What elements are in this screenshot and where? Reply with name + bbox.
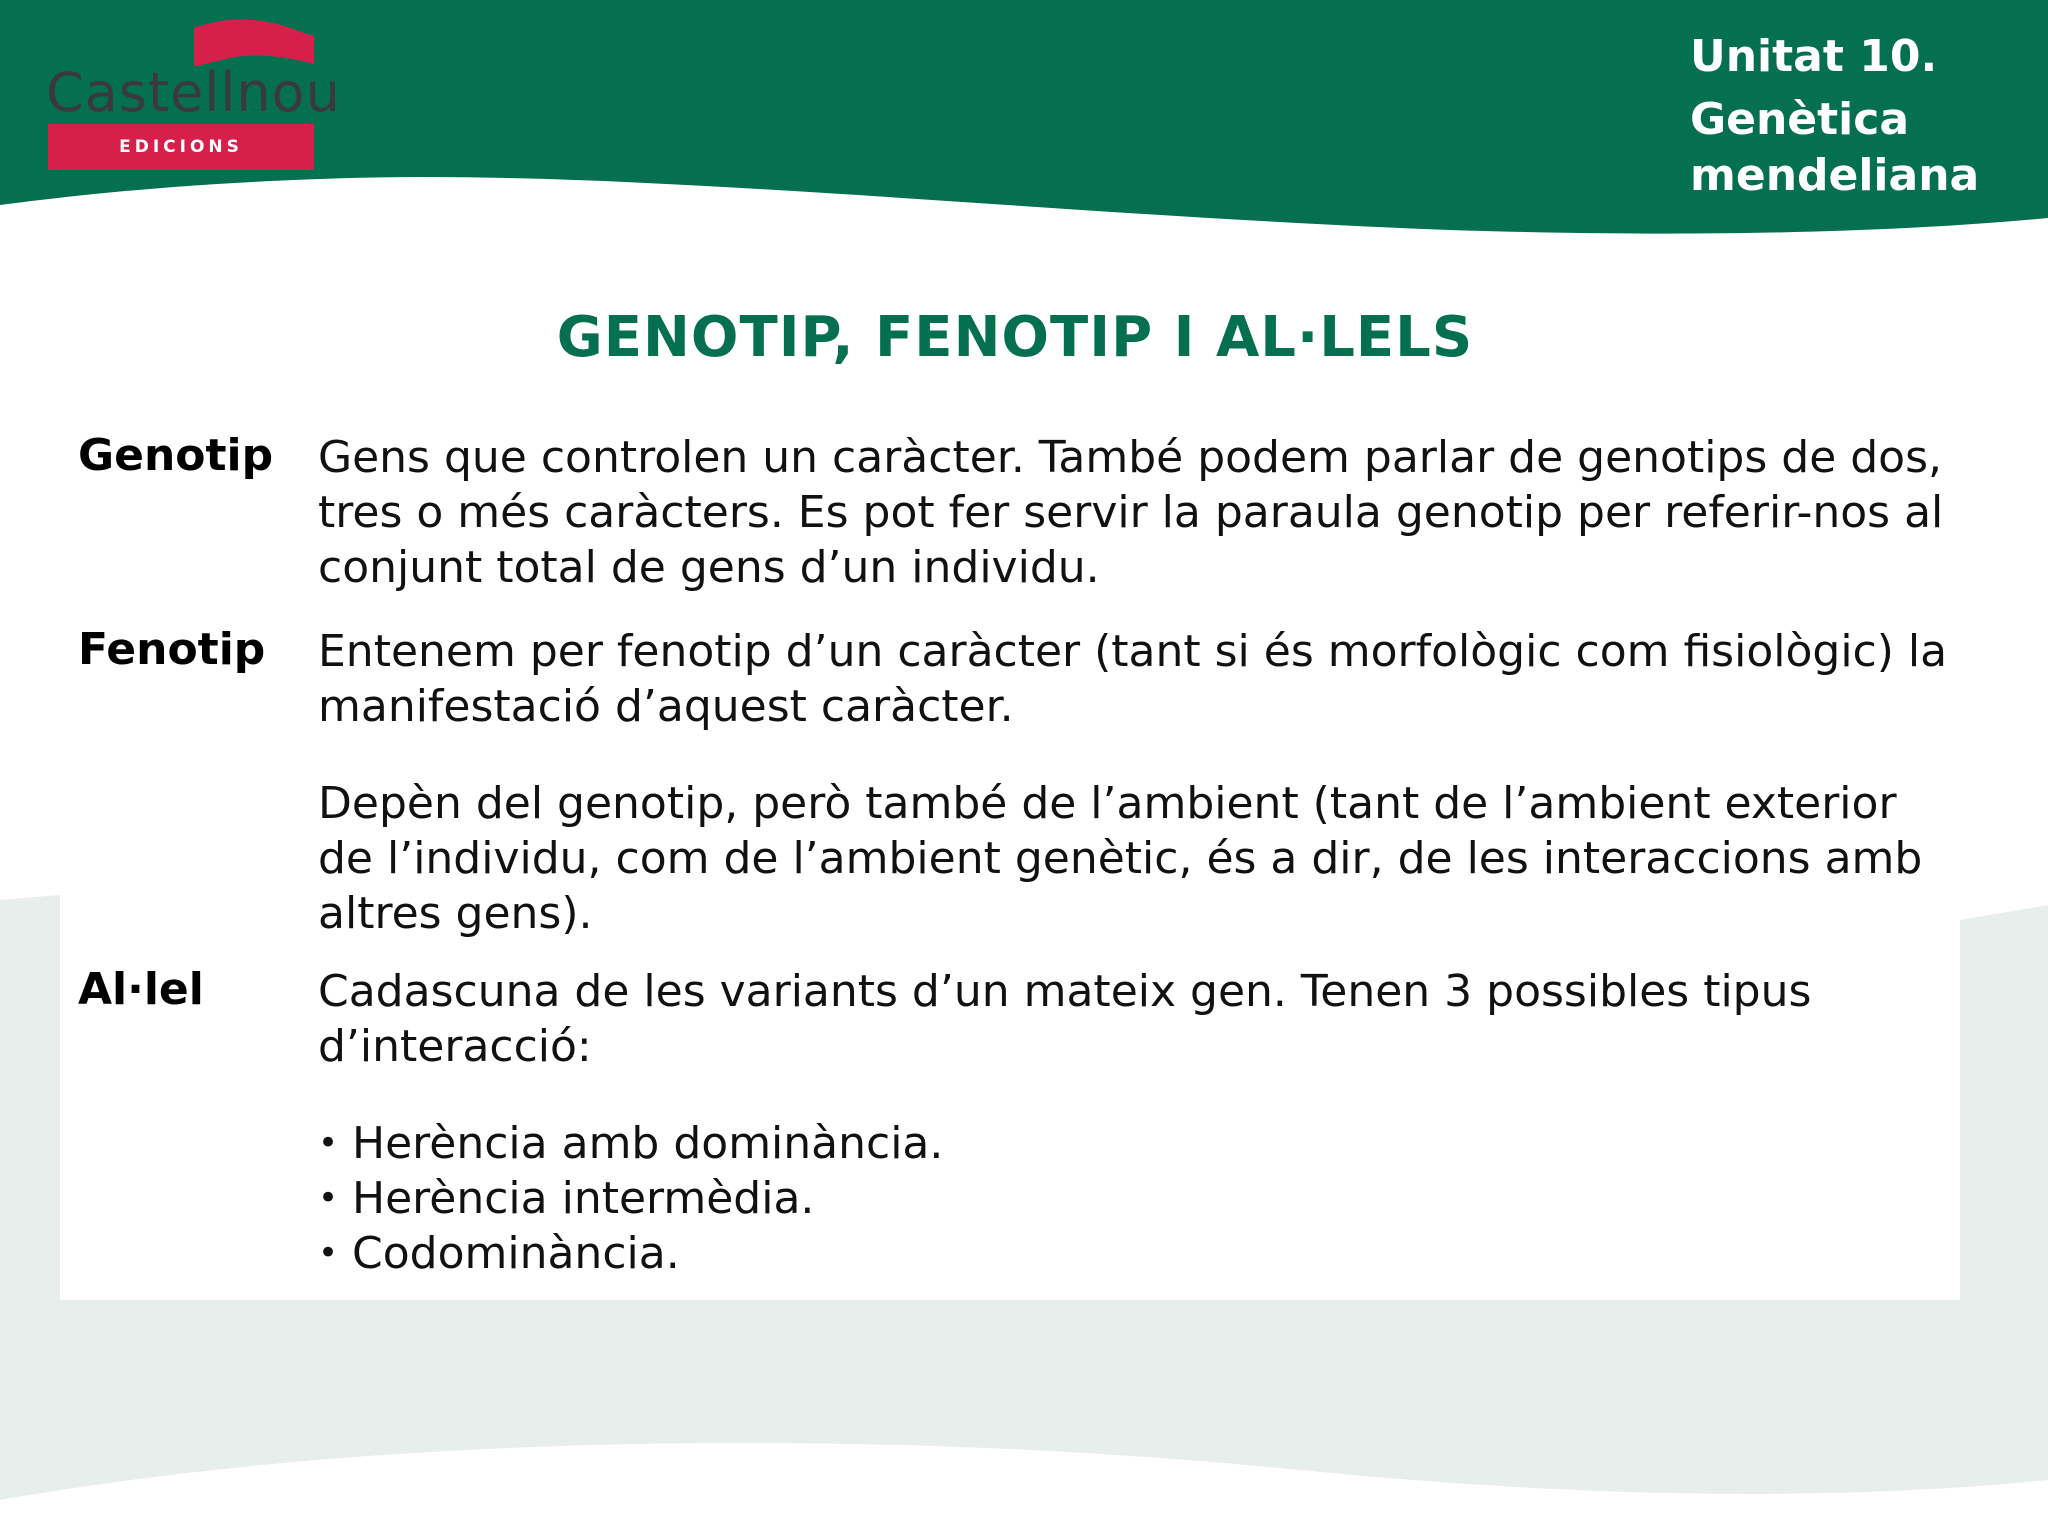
interaction-list [318,1116,1958,1281]
logo-edicions-text: EDICIONS [119,137,243,157]
unit-heading [1690,28,1990,204]
definition-allel: Cadascuna de les variants d’un mateix gen. Tenen 3 possibles tipus d’interacció: [318,966,1812,1072]
term-fenotip: Fenotip [78,624,266,675]
definition-genotip: Gens que controlen un caràcter. També podem parlar de genotips de dos, tres o més caràcters. Es pot fer servir la paraula genotip per referir-nos al conjunt total de gens d’un individu. [318,432,1944,593]
definition-fenotip-2: Depèn del genotip, però també de l’ambient (tant de l’ambient exterior de l’individu, com de l’ambient genètic, és a dir, de les interaccions amb altres gens). [318,778,1923,939]
unit-label: Unitat 10. [1690,31,1938,82]
castellnou-logo [40,18,341,157]
list-item: • Codominància. [318,1226,1958,1281]
slide-title: GENOTIP, FENOTIP I AL·LELS [556,305,1474,370]
list-item: • Herència amb dominància. [318,1116,1958,1171]
logo-edicions-bar [48,124,314,170]
term-allel: Al·lel [78,964,204,1015]
unit-title: Genètica mendeliana [1690,94,1980,201]
list-item: • Herència intermèdia. [318,1171,1958,1226]
logo-wordmark: Castellnou [46,61,341,124]
term-genotip: Genotip [78,430,274,481]
definition-fenotip: Entenem per fenotip d’un caràcter (tant si és morfològic com fisiològic) la manifestació d’aquest caràcter. [318,626,1948,732]
